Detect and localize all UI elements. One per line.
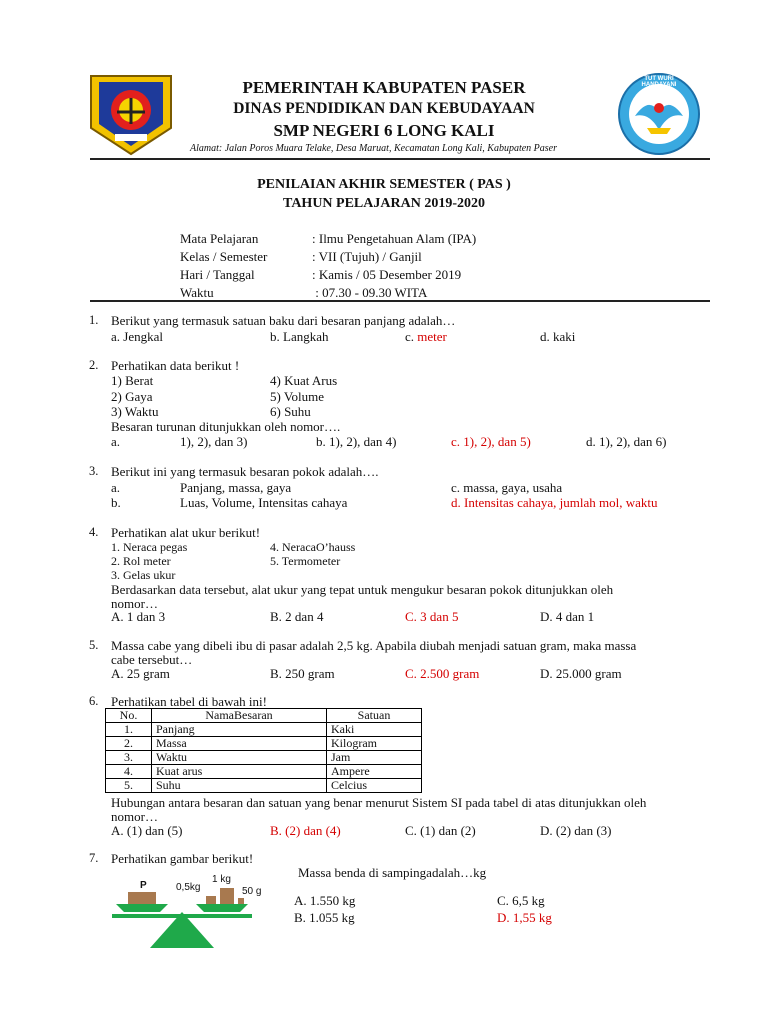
gov-name: PEMERINTAH KABUPATEN PASER: [242, 78, 526, 97]
q3-option-a: Panjang, massa, gaya: [180, 480, 292, 495]
q2-item: 2) Gaya: [111, 389, 153, 404]
label-p: P: [140, 880, 147, 891]
q1-option-d: d. kaki: [540, 329, 576, 344]
q7-text: Perhatikan gambar berikut!: [111, 851, 254, 866]
info-block: [180, 230, 476, 302]
school-address: Alamat: Jalan Poros Muara Telake, Desa Maruat, Kecamatan Long Kali, Kabupaten Paser: [190, 143, 558, 154]
q7-option-d: D. 1,55 kg: [497, 910, 552, 925]
q1-text: Berikut yang termasuk satuan baku dari besaran panjang adalah…: [111, 313, 456, 328]
right-pan: [196, 904, 248, 912]
q3-option-b: Luas, Volume, Intensitas cahaya: [180, 495, 348, 510]
q2-item: 1) Berat: [111, 373, 154, 388]
info-row: Waktu : 07.30 - 09.30 WITA: [180, 285, 428, 300]
q3-option-b-letter: b.: [111, 495, 121, 510]
weight-half-kg: [206, 896, 216, 904]
label-half-kg: 0,5kg: [176, 882, 201, 893]
table-row: 4. Kuat arus Ampere: [106, 765, 422, 779]
quantity-unit-table: [105, 708, 422, 793]
q2-item: 5) Volume: [270, 389, 325, 404]
q5-text2: cabe tersebut…: [111, 652, 193, 667]
q3-number: 3.: [89, 464, 99, 478]
q2-option-a-letter: a.: [111, 434, 121, 449]
q4-text2: Berdasarkan data tersebut, alat ukur yang tepat untuk mengukur besaran pokok ditunjukkan oleh: [111, 582, 614, 597]
q4-text: Perhatikan alat ukur berikut!: [111, 525, 261, 540]
q5-option-d: D. 25.000 gram: [540, 666, 622, 681]
q5-option-a: A. 25 gram: [111, 666, 170, 681]
q2-option-c: c. 1), 2), dan 5): [451, 434, 531, 449]
q2-text2: Besaran turunan ditunjukkan oleh nomor….: [111, 419, 341, 434]
dept-name: DINAS PENDIDIKAN DAN KEBUDAYAAN: [233, 100, 535, 117]
weight-50g: [238, 898, 244, 904]
q6-option-c: C. (1) dan (2): [405, 823, 476, 838]
q5-option-c: C. 2.500 gram: [405, 666, 480, 681]
q2-option-d: d. 1), 2), dan 6): [586, 434, 667, 449]
table-header-cell: No.: [106, 709, 152, 723]
q4-text3: nomor…: [111, 596, 158, 611]
table-row: 5. Suhu Celcius: [106, 779, 422, 793]
q5-option-b: B. 250 gram: [270, 666, 335, 681]
school-name: SMP NEGERI 6 LONG KALI: [273, 121, 495, 140]
exam-year: TAHUN PELAJARAN 2019-2020: [283, 196, 485, 211]
header-divider: [90, 158, 710, 160]
q2-item: 4) Kuat Arus: [270, 373, 338, 388]
q6-text2: Hubungan antara besaran dan satuan yang benar menurut Sistem SI pada tabel di atas ditunjukkan oleh: [111, 795, 647, 810]
table-header-cell: NamaBesaran: [152, 709, 327, 723]
q6-number: 6.: [89, 694, 99, 708]
q7-option-b: B. 1.055 kg: [294, 910, 355, 925]
q3-option-c: c. massa, gaya, usaha: [451, 480, 563, 495]
table-header-cell: Satuan: [327, 709, 422, 723]
q3-option-a-letter: a.: [111, 480, 121, 495]
q4-item: 5. Termometer: [270, 554, 341, 568]
q6-text: Perhatikan tabel di bawah ini!: [111, 694, 267, 709]
q4-number: 4.: [89, 525, 99, 539]
q2-item: 3) Waktu: [111, 404, 159, 419]
q1-option-b: b. Langkah: [270, 329, 329, 344]
q2-option-b: b. 1), 2), dan 4): [316, 434, 397, 449]
q6-text3: nomor…: [111, 809, 158, 824]
q2-text: Perhatikan data berikut !: [111, 358, 240, 373]
q1-answer: meter: [417, 329, 447, 344]
info-row: Kelas / Semester : VII (Tujuh) / Ganjil: [180, 249, 422, 264]
q2-number: 2.: [89, 358, 99, 372]
q5-text: Massa cabe yang dibeli ibu di pasar adalah 2,5 kg. Apabila diubah menjadi satuan gram, maka massa: [111, 638, 637, 653]
info-row: Mata Pelajaran : Ilmu Pengetahuan Alam (IPA): [180, 231, 477, 246]
q4-item: 4. NeracaO’hauss: [270, 540, 356, 554]
q6-option-d: D. (2) dan (3): [540, 823, 612, 838]
table-row: 2. Massa Kilogram: [106, 737, 422, 751]
info-row: Hari / Tanggal : Kamis / 05 Desember 2019: [180, 267, 462, 282]
object-p: [128, 892, 156, 904]
q2-item: 6) Suhu: [270, 404, 311, 419]
q2-option-a: 1), 2), dan 3): [180, 434, 248, 449]
q3-text: Berikut ini yang termasuk besaran pokok adalah….: [111, 464, 379, 479]
q4-option-a: A. 1 dan 3: [111, 609, 166, 624]
q4-option-b: B. 2 dan 4: [270, 609, 324, 624]
table-row: 3. Waktu Jam: [106, 751, 422, 765]
q6-option-a: A. (1) dan (5): [111, 823, 183, 838]
q4-item: 3. Gelas ukur: [111, 568, 176, 582]
label-50g: 50 g: [242, 886, 262, 897]
label-1kg: 1 kg: [212, 874, 231, 885]
q4-option-d: D. 4 dan 1: [540, 609, 595, 624]
q4-option-c: C. 3 dan 5: [405, 609, 459, 624]
weight-1kg: [220, 888, 234, 904]
q1-option-a: a. Jengkal: [111, 329, 163, 344]
q7-number: 7.: [89, 851, 99, 865]
logo-text: TUT WURI HANDAYANI: [641, 76, 677, 88]
table-row: 1. Panjang Kaki: [106, 723, 422, 737]
q7-option-c: C. 6,5 kg: [497, 893, 545, 908]
q7-option-a: A. 1.550 kg: [294, 893, 356, 908]
q1-option-c: c. meter: [405, 329, 447, 344]
left-pan: [116, 904, 168, 912]
q4-item: 1. Neraca pegas: [111, 540, 188, 554]
balance-scale-figure: [110, 872, 280, 950]
q6-option-b: B. (2) dan (4): [270, 823, 341, 838]
q5-number: 5.: [89, 638, 99, 652]
q7-text2: Massa benda di sampingadalah…kg: [298, 865, 487, 880]
table-header-row: [106, 709, 422, 723]
exam-title: PENILAIAN AKHIR SEMESTER ( PAS ): [257, 177, 511, 192]
info-divider: [90, 300, 710, 302]
q4-item: 2. Rol meter: [111, 554, 171, 568]
q3-option-d: d. Intensitas cahaya, jumlah mol, waktu: [451, 495, 658, 510]
q1-number: 1.: [89, 313, 99, 327]
